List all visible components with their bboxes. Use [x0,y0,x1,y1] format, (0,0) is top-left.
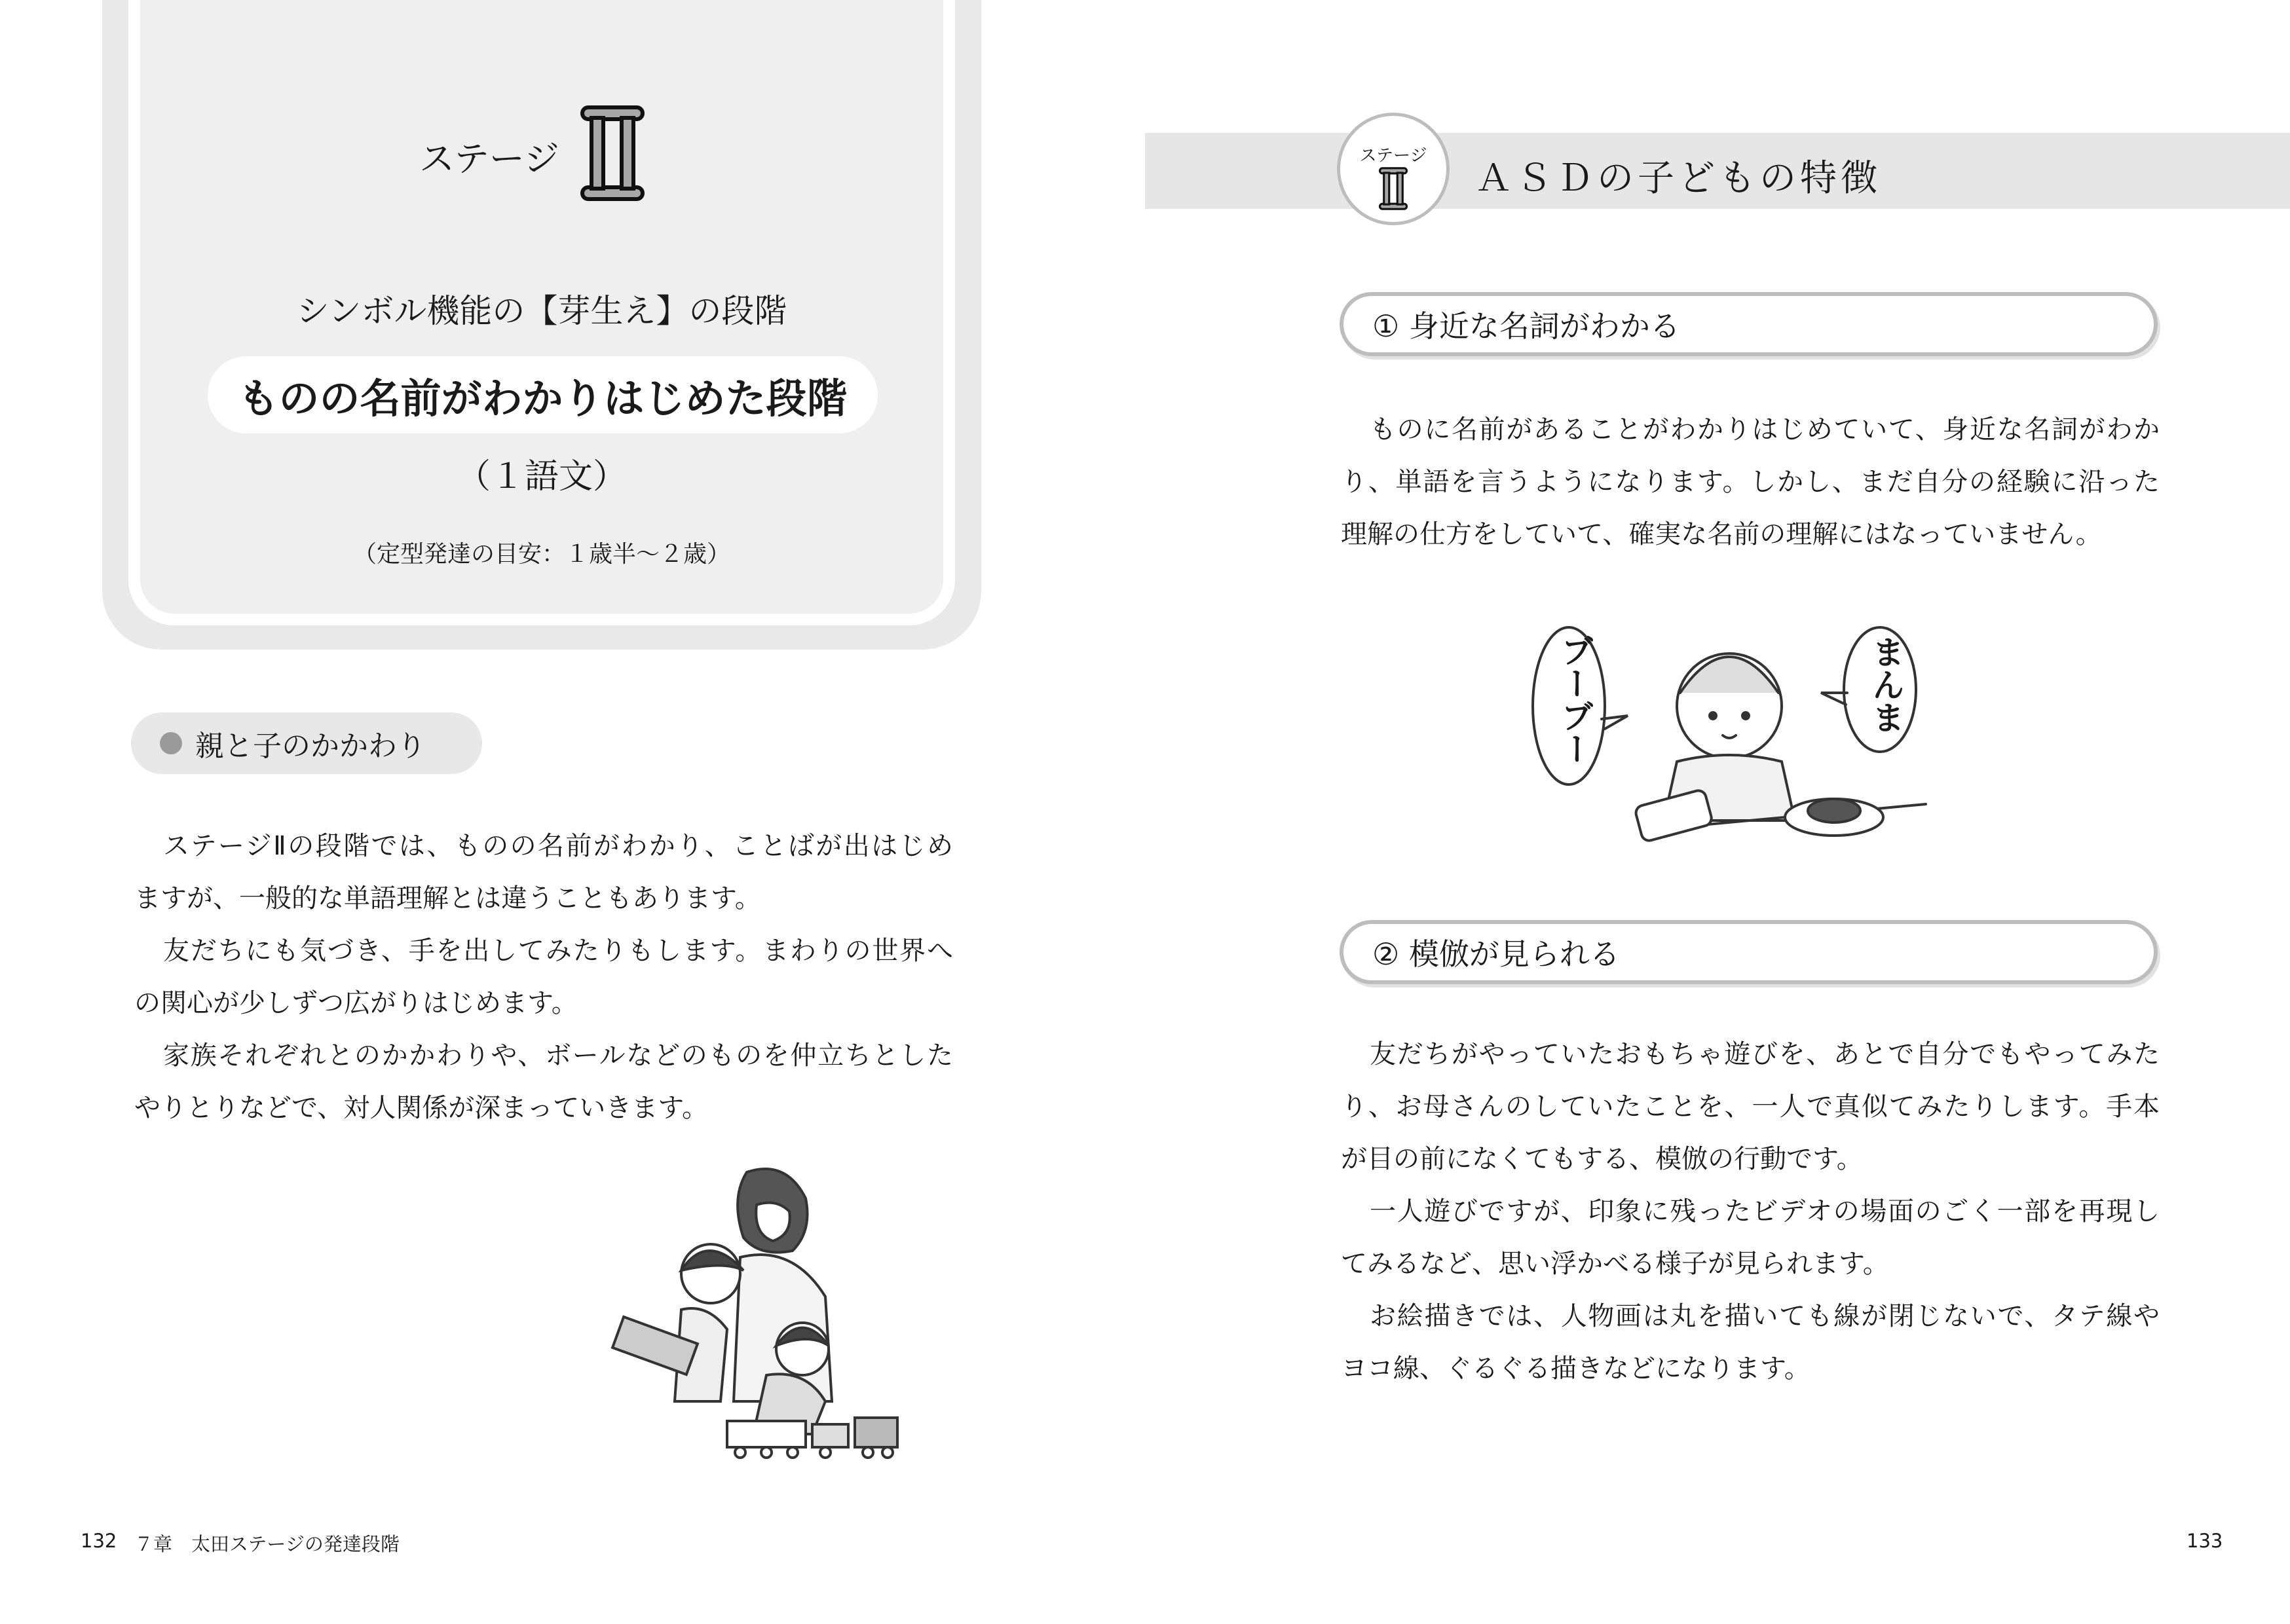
feature-heading-2 [1340,920,2158,984]
text-line: 友だちがやっていたおもちゃ遊びを、あとで自分でもやってみた [1370,1039,2160,1069]
text-line: ヨコ線、ぐるぐる描きなどになります。 [1341,1354,1811,1384]
feature-1-body-text [1341,403,2160,561]
feature-heading-1-text: ① 身近な名詞がわかる [1372,308,1680,344]
text-line: ステージⅡの段階では、ものの名前がわかり、ことばが出はじめ [163,831,953,861]
stage-label: ステージ [419,138,559,179]
text-line: やりとりなどで、対人関係が深まっていきます。 [134,1093,708,1123]
text-line: が目の前になくてもする、模倣の行動です。 [1341,1144,1863,1174]
text-line: ものに名前があることがわかりはじめていて、身近な名詞がわか [1370,415,2160,445]
speech-bubble-left-text: ブーブー [1556,634,1594,765]
section-heading-text: 親と子のかかわり [195,729,426,763]
bullet-dot-icon [160,732,182,754]
stage-name: ものの名前がわかりはじめた段階 [238,374,848,422]
page-title: ＡＳＤの子どもの特徴 [1475,157,1881,200]
page-number-right: 133 [2187,1530,2223,1552]
feature-heading-2-text: ② 模倣が見られる [1372,936,1620,972]
left-body-text [134,820,953,1134]
speech-bubble-right-text: まんま [1867,635,1905,733]
text-line: の関心が少しずつ広がりはじめます。 [134,988,578,1018]
parent-children-illustration [609,1159,930,1460]
stage-type: （１語文） [456,457,627,496]
stage-roman-numeral-ii-icon [580,105,645,202]
text-line: ますが、一般的な単語理解とは違うこともあります。 [134,883,761,913]
stage-badge-label: ステージ [1359,146,1427,166]
age-guide: （定型発達の目安：１歳半～２歳） [352,541,730,568]
stage-name-pill [208,356,878,434]
text-line: てみるなど、思い浮かべる様子が見られます。 [1341,1249,1889,1279]
chapter-title-footer: ７章 太田ステージの発達段階 [134,1533,400,1555]
stage-subtitle: シンボル機能の【芽生え】の段階 [296,292,787,330]
stage-badge-numeral-ii-icon [1378,167,1408,210]
section-heading-parent-child [131,712,482,774]
text-line: り、お母さんのしていたことを、一人で真似てみたりします。手本 [1341,1092,2160,1122]
text-line: 一人遊びですが、印象に残ったビデオの場面のごく一部を再現し [1370,1196,2160,1227]
text-line: 友だちにも気づき、手を出してみたりもします。まわりの世界へ [163,936,953,966]
stage-badge [1337,113,1450,225]
text-line: り、単語を言うようになります。しかし、まだ自分の経験に沿った [1341,467,2160,497]
text-line: 家族それぞれとのかかわりや、ボールなどのものを仲立ちとした [163,1041,953,1071]
feature-2-body-text [1341,1028,2160,1395]
child-speech-illustration [1526,621,1932,857]
page-number-left: 132 [81,1530,117,1552]
text-line: 理解の仕方をしていて、確実な名前の理解にはなっていません。 [1341,519,2102,549]
feature-heading-1 [1340,292,2158,356]
text-line: お絵描きでは、人物画は丸を描いても線が閉じないで、タテ線や [1370,1301,2160,1331]
